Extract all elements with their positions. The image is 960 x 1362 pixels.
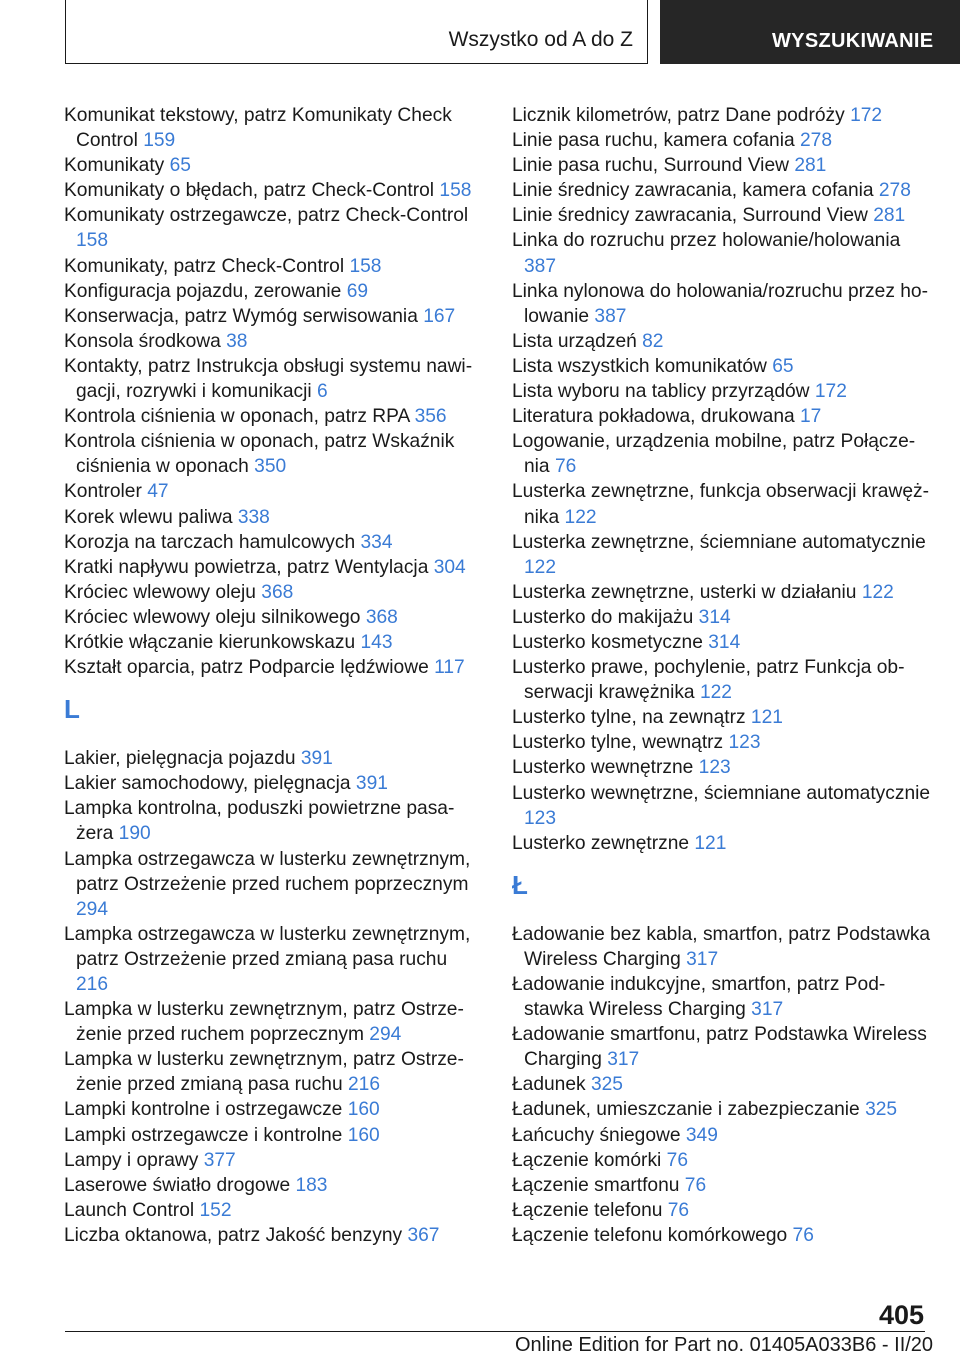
index-entry: [64, 847, 484, 922]
index-entry-text: Ładunek: [512, 1074, 586, 1096]
index-entry-text: Lista urządzeń: [512, 330, 637, 352]
index-page-link[interactable]: 160: [347, 1124, 380, 1146]
index-entry-text: Lakier, pielęgnacja pojazdu: [64, 748, 296, 770]
search-tab[interactable]: [660, 0, 960, 64]
index-page-link[interactable]: 387: [594, 305, 627, 327]
index-entry: [64, 997, 484, 1047]
edition-note: Online Edition for Part no. 01405A033B6 - II/20: [515, 1334, 934, 1356]
index-entry: [64, 1148, 484, 1173]
index-entry-text: Kontrola ciśnienia w oponach, patrz Wskaźnik ciśnienia w oponach: [64, 431, 455, 478]
index-entry-text: Linka nylonowa do holowania/rozruchu przez holowanie: [512, 280, 928, 327]
index-entry-text: Ładunek, umieszczanie i zabezpieczanie: [512, 1099, 860, 1121]
index-entry: [512, 1148, 932, 1173]
index-page-link[interactable]: 334: [360, 531, 393, 553]
index-entry-text: Linie średnicy zawracania, kamera cofania: [512, 180, 874, 202]
index-page-link[interactable]: 76: [667, 1199, 690, 1221]
index-page-link[interactable]: 377: [203, 1149, 236, 1171]
index-entry-text: Lampki ostrzegawcze i kontrolne: [64, 1124, 343, 1146]
index-entry-text: Lusterka zewnętrzne, funkcja obserwacji krawężnika: [512, 481, 929, 528]
index-entry-text: Linie pasa ruchu, Surround View: [512, 155, 789, 177]
index-page-link[interactable]: 65: [772, 355, 794, 377]
index-entry-text: Krótkie włączanie kierunkowskazu: [64, 631, 356, 653]
index-page-link[interactable]: 38: [226, 330, 248, 352]
index-page-link[interactable]: 349: [685, 1124, 718, 1146]
index-entry: [512, 128, 932, 153]
index-page-link[interactable]: 338: [237, 506, 270, 528]
footer-divider: [65, 1331, 925, 1332]
chapter-title: Wszystko od A do Z: [448, 28, 633, 51]
index-page-link[interactable]: 183: [295, 1174, 328, 1196]
index-page-link[interactable]: 294: [369, 1024, 402, 1046]
index-entry: [64, 354, 484, 404]
index-entry: [64, 254, 484, 279]
index-page-link[interactable]: 391: [355, 773, 388, 795]
index-entry: [512, 530, 932, 580]
index-entry-text: Lampka kontrolna, poduszki powietrzne pasażera: [64, 798, 455, 845]
index-list-l: [64, 746, 484, 1248]
index-entry: [64, 1047, 484, 1097]
index-entry-text: Lusterko kosmetyczne: [512, 631, 703, 653]
index-page-link[interactable]: 122: [524, 556, 557, 578]
index-page-link[interactable]: 314: [708, 631, 741, 653]
index-entry: [512, 755, 932, 780]
index-entry-text: Lampki kontrolne i ostrzegawcze: [64, 1099, 343, 1121]
index-entry-text: Kratki napływu powietrza, patrz Wentylacja: [64, 556, 429, 578]
index-entry: [64, 922, 484, 997]
index-page-link[interactable]: 82: [642, 330, 664, 352]
index-entry-text: Ładowanie indukcyjne, smartfon, patrz Podstawka Wireless Charging: [512, 974, 886, 1021]
index-entry: [512, 404, 932, 429]
index-page-link[interactable]: 17: [800, 406, 822, 428]
index-entry-text: Łączenie telefonu: [512, 1199, 663, 1221]
index-entry: [64, 1223, 484, 1248]
index-entry: [512, 605, 932, 630]
index-entry-text: Komunikaty: [64, 155, 165, 177]
index-page-link[interactable]: 123: [698, 757, 731, 779]
index-page-link[interactable]: 160: [347, 1099, 380, 1121]
index-page-link[interactable]: 122: [699, 682, 732, 704]
index-entry: [64, 203, 484, 253]
index-entry: [64, 530, 484, 555]
index-page-link[interactable]: 317: [751, 999, 784, 1021]
index-page-link[interactable]: 391: [300, 748, 333, 770]
index-entry: [512, 279, 932, 329]
index-entry: [64, 279, 484, 304]
index-page-link[interactable]: 47: [147, 481, 169, 503]
index-entry: [512, 103, 932, 128]
index-page-link[interactable]: 278: [878, 180, 911, 202]
index-entry-text: Lista wyboru na tablicy przyrządów: [512, 381, 810, 403]
index-page-link[interactable]: 314: [698, 606, 731, 628]
index-entry-text: Korek wlewu paliwa: [64, 506, 233, 528]
index-entry-text: Lampka ostrzegawcza w lusterku zewnętrznym, patrz Ostrzeżenie przed ruchem poprzecznym: [64, 848, 471, 895]
index-entry-text: Lusterko tylne, wewnątrz: [512, 732, 724, 754]
index-entry: [64, 429, 484, 479]
index-entry-text: Komunikaty, patrz Check-Control: [64, 255, 345, 277]
index-entry: [64, 505, 484, 530]
index-entry-text: Kontroler: [64, 481, 142, 503]
index-entry: [64, 580, 484, 605]
index-entry-text: Konserwacja, patrz Wymóg serwisowania: [64, 305, 418, 327]
search-tab-label: WYSZUKIWANIE: [772, 30, 934, 52]
index-page-link[interactable]: 294: [76, 898, 109, 920]
index-entry: [64, 796, 484, 846]
index-entry-text: Lusterko zewnętrzne: [512, 832, 690, 854]
index-entry: [512, 153, 932, 178]
index-page-link[interactable]: 6: [316, 381, 328, 403]
index-entry-text: Komunikaty ostrzegawcze, patrz Check-Control: [64, 205, 469, 227]
index-entry-text: Linka do rozruchu przez holowanie/holowania: [512, 230, 901, 252]
index-entry-text: Łańcuchy śniegowe: [512, 1124, 681, 1146]
index-page-link[interactable]: 172: [850, 105, 883, 126]
index-entry: [512, 1123, 932, 1148]
section-letter-l: L: [64, 694, 80, 725]
page-number: 405: [878, 1300, 924, 1330]
index-page-link[interactable]: 368: [261, 581, 294, 603]
index-entry: [64, 1123, 484, 1148]
header-chapter-frame: [65, 0, 648, 64]
index-entry: [512, 922, 932, 972]
index-entry: [512, 1173, 932, 1198]
index-page-link[interactable]: 281: [794, 155, 827, 177]
index-page-link[interactable]: 76: [792, 1224, 814, 1246]
index-page-link[interactable]: 76: [684, 1174, 707, 1196]
index-entry-text: Korozja na tarczach hamulcowych: [64, 531, 356, 553]
index-page-link[interactable]: 367: [407, 1224, 440, 1246]
index-entry: [512, 655, 932, 705]
index-entry-text: Literatura pokładowa, drukowana: [512, 406, 795, 428]
index-entry: [512, 1072, 932, 1097]
index-entry: [64, 1173, 484, 1198]
index-entry: [64, 178, 484, 203]
index-entry-text: Króciec wlewowy oleju silnikowego: [64, 606, 361, 628]
index-entry-text: Linie pasa ruchu, kamera cofania: [512, 130, 795, 152]
index-entry: [512, 429, 932, 479]
index-page-link[interactable]: 172: [814, 381, 847, 403]
index-page-link[interactable]: 167: [423, 305, 456, 327]
index-entry-text: Lusterko wewnętrzne, ściemniane automatycznie: [512, 782, 931, 804]
index-entry: [512, 178, 932, 203]
index-entry-text: Łączenie smartfonu: [512, 1174, 680, 1196]
index-page-link[interactable]: 356: [414, 406, 447, 428]
index-page-link[interactable]: 76: [666, 1149, 688, 1171]
index-page-link[interactable]: 281: [873, 205, 906, 227]
index-entry: [512, 1022, 932, 1072]
index-entry: [64, 605, 484, 630]
index-entry: [512, 379, 932, 404]
index-entry-text: Ładowanie bez kabla, smartfon, patrz Podstawka Wireless Charging: [512, 923, 931, 970]
index-page-link[interactable]: 152: [199, 1199, 232, 1221]
index-page-link[interactable]: 368: [365, 606, 398, 628]
index-entry: [64, 746, 484, 771]
index-entry: [64, 329, 484, 354]
index-entry-text: Lusterko do makijażu: [512, 606, 694, 628]
index-entry: [64, 771, 484, 796]
index-page-link[interactable]: 69: [346, 280, 369, 302]
index-entry-text: Konsola środkowa: [64, 330, 221, 352]
index-page-link[interactable]: 317: [686, 948, 719, 970]
index-page-link[interactable]: 76: [554, 456, 577, 478]
index-page-link[interactable]: 278: [800, 130, 833, 152]
index-entry-text: Liczba oktanowa, patrz Jakość benzyny: [64, 1224, 403, 1246]
index-page-link[interactable]: 65: [169, 155, 191, 177]
index-entry: [512, 705, 932, 730]
index-entry-text: Launch Control: [64, 1199, 195, 1221]
index-page-link[interactable]: 158: [349, 255, 382, 277]
index-entry: [512, 228, 932, 278]
index-entry-text: Licznik kilometrów, patrz Dane podróży: [512, 105, 845, 126]
index-entry: [64, 630, 484, 655]
index-entry-text: Komunikat tekstowy, patrz Komunikaty Check Control: [64, 105, 452, 152]
index-entry: [512, 781, 932, 831]
index-entry-text: Lusterka zewnętrzne, usterki w działaniu: [512, 581, 857, 603]
index-entry-text: Łączenie telefonu komórkowego: [512, 1224, 788, 1246]
index-entry-text: Ładowanie smartfonu, patrz Podstawka Wireless Charging: [512, 1024, 927, 1071]
index-page-link[interactable]: 121: [694, 832, 727, 854]
index-page-link[interactable]: 350: [254, 456, 287, 478]
index-page-link[interactable]: 122: [564, 506, 597, 528]
index-entry: [64, 555, 484, 580]
index-entry: [512, 203, 932, 228]
index-entry: [512, 1097, 932, 1122]
index-column-left: [64, 103, 484, 1248]
index-entry: [512, 831, 932, 856]
index-entry: [64, 655, 484, 680]
index-entry-text: Lampy i oprawy: [64, 1149, 199, 1171]
index-list-l-stroke: [512, 922, 932, 1248]
index-page-link[interactable]: 121: [750, 707, 783, 729]
index-entry-text: Lusterko wewnętrzne: [512, 757, 694, 779]
index-page-link[interactable]: 317: [607, 1049, 640, 1071]
index-entry: [512, 1198, 932, 1223]
page-header: [0, 0, 960, 66]
index-page-link[interactable]: 158: [76, 230, 109, 252]
index-page-link[interactable]: 123: [524, 807, 557, 829]
index-entry: [512, 580, 932, 605]
index-entry-text: Lista wszystkich komunikatów: [512, 355, 767, 377]
index-entry: [64, 304, 484, 329]
index-page-link[interactable]: 143: [360, 631, 393, 653]
index-entry-text: Lampka w lusterku zewnętrznym, patrz Ostrzeżenie przed ruchem poprzecznym: [64, 999, 464, 1046]
index-entry-text: Lusterko prawe, pochylenie, patrz Funkcja obserwacji krawężnika: [512, 657, 905, 704]
index-entry: [512, 730, 932, 755]
index-column-right: [512, 103, 932, 1248]
section-letter-l-stroke: Ł: [512, 869, 528, 900]
index-page-link[interactable]: 325: [590, 1074, 623, 1096]
index-page-link[interactable]: 159: [143, 130, 176, 152]
index-page-link[interactable]: 387: [524, 255, 557, 277]
index-entry-text: Komunikaty o błędach, patrz Check-Control: [64, 180, 435, 202]
index-entry-text: Kształt oparcia, patrz Podparcie lędźwiowe: [64, 657, 429, 679]
index-page-link[interactable]: 158: [439, 180, 472, 202]
index-entry-text: Lusterka zewnętrzne, ściemniane automatycznie: [512, 531, 926, 553]
index-page-link[interactable]: 216: [348, 1074, 381, 1096]
index-page-link[interactable]: 190: [118, 823, 151, 845]
index-page-link[interactable]: 304: [433, 556, 466, 578]
index-entry-text: Logowanie, urządzenia mobilne, patrz Połączenia: [512, 431, 916, 478]
index-page-link[interactable]: 117: [434, 657, 465, 679]
index-entry-text: Lusterko tylne, na zewnątrz: [512, 707, 746, 729]
index-entry: [64, 1097, 484, 1122]
index-entry: [512, 1223, 932, 1248]
index-entry: [64, 404, 484, 429]
index-entry-text: Króciec wlewowy oleju: [64, 581, 256, 603]
index-entry-text: Lampka w lusterku zewnętrznym, patrz Ostrzeżenie przed zmianą pasa ruchu: [64, 1049, 464, 1096]
index-entry-text: Lakier samochodowy, pielęgnacja: [64, 773, 351, 795]
index-entry: [64, 153, 484, 178]
index-entry: [512, 329, 932, 354]
index-entry-text: Konfiguracja pojazdu, zerowanie: [64, 280, 342, 302]
index-entry-text: Linie średnicy zawracania, Surround View: [512, 205, 868, 227]
index-list-l-cont: [512, 103, 932, 856]
index-entry-text: Lampka ostrzegawcza w lusterku zewnętrznym, patrz Ostrzeżenie przed zmianą pasa ruchu: [64, 923, 471, 970]
index-entry-text: Łączenie komórki: [512, 1149, 662, 1171]
index-entry-text: Kontrola ciśnienia w oponach, patrz RPA: [64, 406, 410, 428]
index-page-link[interactable]: 122: [861, 581, 894, 603]
index-list-k: [64, 103, 484, 680]
index-entry: [64, 1198, 484, 1223]
index-entry: [64, 479, 484, 504]
index-entry-text: Laserowe światło drogowe: [64, 1174, 291, 1196]
index-page-link[interactable]: 325: [865, 1099, 898, 1121]
index-entry: [64, 103, 484, 153]
index-page-link[interactable]: 123: [728, 732, 761, 754]
index-entry: [512, 354, 932, 379]
index-entry: [512, 479, 932, 529]
index-page-link[interactable]: 216: [76, 974, 109, 995]
index-entry: [512, 972, 932, 1022]
index-entry-text: Kontakty, patrz Instrukcja obsługi systemu nawigacji, rozrywki i komunikacji: [64, 355, 473, 403]
index-entry: [512, 630, 932, 655]
